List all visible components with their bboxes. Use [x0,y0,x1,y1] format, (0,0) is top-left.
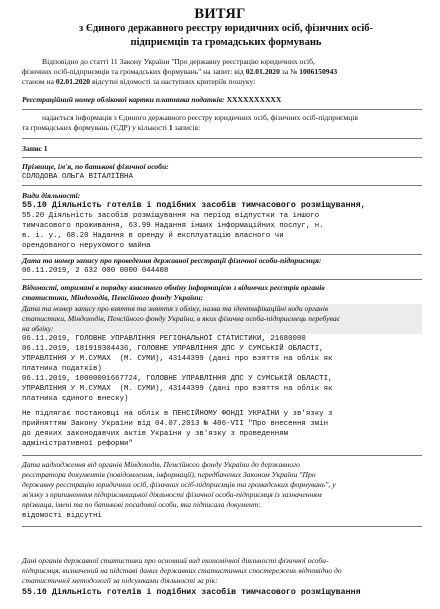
exchange-row: платника єдиного внеску) [22,395,129,403]
provided-line-2: та громадських формувань (ЄДР) у кількості 1 записів: [22,123,201,132]
exchange-description-line: на обліку: [22,324,54,333]
request-date: 02.01.2020 [245,67,280,76]
info-label-line: зв'язку з припиненням підприємницької діяльності фізичної особи-підприємця із зазначенням [22,490,322,499]
activities-label: Види діяльності: [22,191,81,200]
pension-note-line: адміністративної реформи" [22,440,133,448]
exchange-label-line: статистики, Міндоходів, Пенсійного фонду України: [22,293,204,302]
request-number: 1006150943 [299,67,338,76]
activity-line: в. і. у., 68.20 Надання в оренду й експлуатацію власного чи [22,232,284,240]
exchange-label-line: Відомості, отримані в порядку взаємного обміну інформацією з відомчих реєстрів органів [22,283,325,292]
activity-line: тимчасового проживання, 63.99 Надання інших інформаційних послуг, н. [22,222,324,230]
registration-date-value: 06.11.2019, 2 632 000 0000 044408 [22,267,169,275]
exchange-description [22,304,422,334]
divider [22,254,422,255]
tax-card-label: Реєстраційний номер облікової картки платника податків: [22,95,225,104]
intro-paragraph [22,57,422,87]
exchange-row: УПРАВЛІННЯ У М.СУМАХ (М. СУМИ), 43144399 (дані про взяття на облік як [22,385,333,393]
exchange-row: УПРАВЛІННЯ У М.СУМАХ (М. СУМИ), 43144399 (дані про взяття на облік як [22,355,333,363]
document-subtitle [40,22,412,50]
info-label-line: реєстратора документів (повідомлення, інформації), передбачених Законом України "Про [22,470,316,479]
subtitle-line-2: підприємців та громадських формувань [130,37,322,48]
activity-line: 55.20 Діяльність засобів розміщування на період відпустки та іншого [22,212,320,220]
divider [22,455,422,456]
as-of-date: 02.01.2020 [55,77,91,86]
stats-label [22,556,422,586]
exchange-row: 06.11.2019, 10000001667724, ГОЛОВНЕ УПРАВЛІННЯ ДПС У СУМСЬКІЙ ОБЛАСТІ, [22,375,333,383]
provided-line-1: надається інформація з Єдиного державного реєстру юридичних осіб, фізичних осіб-підприємців [42,113,358,122]
info-label-line: Дата надходження від органів Міндоходів, Пенсійного фонду України до державного [22,460,300,469]
stats-label-line: Дані органів державної статистики про основний вид економічної діяльності фізичної особи- [22,556,329,565]
info-label-line: прізвища, імені та по батькові посадової особи, яка підписала документ: [22,500,261,509]
pension-note-line: до деяких законодавчих актів України у зв'язку з проведенням [22,430,289,438]
name-label: Прізвище, ім'я, по батькові фізичної особи: [22,162,169,171]
exchange-row: платника податків) [22,365,102,373]
registration-date-label: Дата та номер запису про проведення державної реєстрації фізичної особи-підприємця: [22,256,322,265]
pension-note-line: Не підлягає постановці на облік в ПЕНСІЙНОМУ ФОНДІ УКРАЇНИ у зв'язку з [22,410,333,418]
divider [22,157,422,158]
exchange-row: 06.11.2019, ГОЛОВНЕ УПРАВЛІННЯ РЕГІОНАЛЬНОЇ СТАТИСТИКИ, 21680000 [22,335,306,343]
record-heading: Запис 1 [22,144,48,153]
stats-label-line: підприємця, визначений на підставі даних державних статистичних спостережень відповідно до [22,566,342,575]
divider [22,526,422,527]
tax-card-line [22,95,422,105]
divider [22,279,422,280]
activity-line: орендованого нерухомого майна [22,242,151,250]
exchange-description-line: статистики, Міндоходів, Пенсійного фонду України, в яких фізична особа-підприємець перебуває [22,314,340,323]
info-value: відомості відсутні [22,512,102,520]
pension-note-line: прийняттям Закону України від 04.07.2013 № 406-VII "Про внесення змін [22,420,329,428]
intro-line-3: станом на 02.01.2020 відсутні відомості за наступних критеріїв пошуку: [22,77,256,86]
info-label-line: державну реєстрацію юридичних осіб, фізичних осіб-підприємців та громадських формувань", у [22,480,336,489]
stats-label-line: статистичної методології за підсумками діяльності за рік: [22,576,218,585]
name-value: СОЛОДОВА ОЛЬГА ВІТАЛІЇВНА [22,173,133,181]
record-count: 1 [168,123,173,132]
info-label [22,460,422,510]
activity-line: 55.10 Діяльність готелів і подібних засобів тимчасового розміщування, [22,201,366,210]
tax-card-value: XXXXXXXXXX [226,95,282,104]
intro-line-2: фізичних осіб-підприємців та громадських формувань" на запит: від 02.01.2020 за № 1006150943 [22,67,338,76]
divider [22,109,422,110]
provided-paragraph [22,113,422,133]
divider [22,138,422,139]
document-title: ВИТЯГ [194,6,246,22]
exchange-description-line: Дата та номер запису про взяття та зняття з обліку, назва та ідентифікаційні коди органів [22,304,329,313]
subtitle-line-1: з Єдиного державного реєстру юридичних осіб, фізичних осіб- [78,23,373,34]
intro-line-1: Відповідно до статті 11 Закону України "Про державну реєстрацію юридичних осіб, [42,57,315,66]
stats-value: 55.10 Діяльність готелів і подібних засобів тимчасового розміщування [22,588,361,597]
exchange-row: 06.11.2019, 181919304436, ГОЛОВНЕ УПРАВЛІННЯ ДПС У СУМСЬКІЙ ОБЛАСТІ, [22,345,324,353]
divider [22,185,422,186]
